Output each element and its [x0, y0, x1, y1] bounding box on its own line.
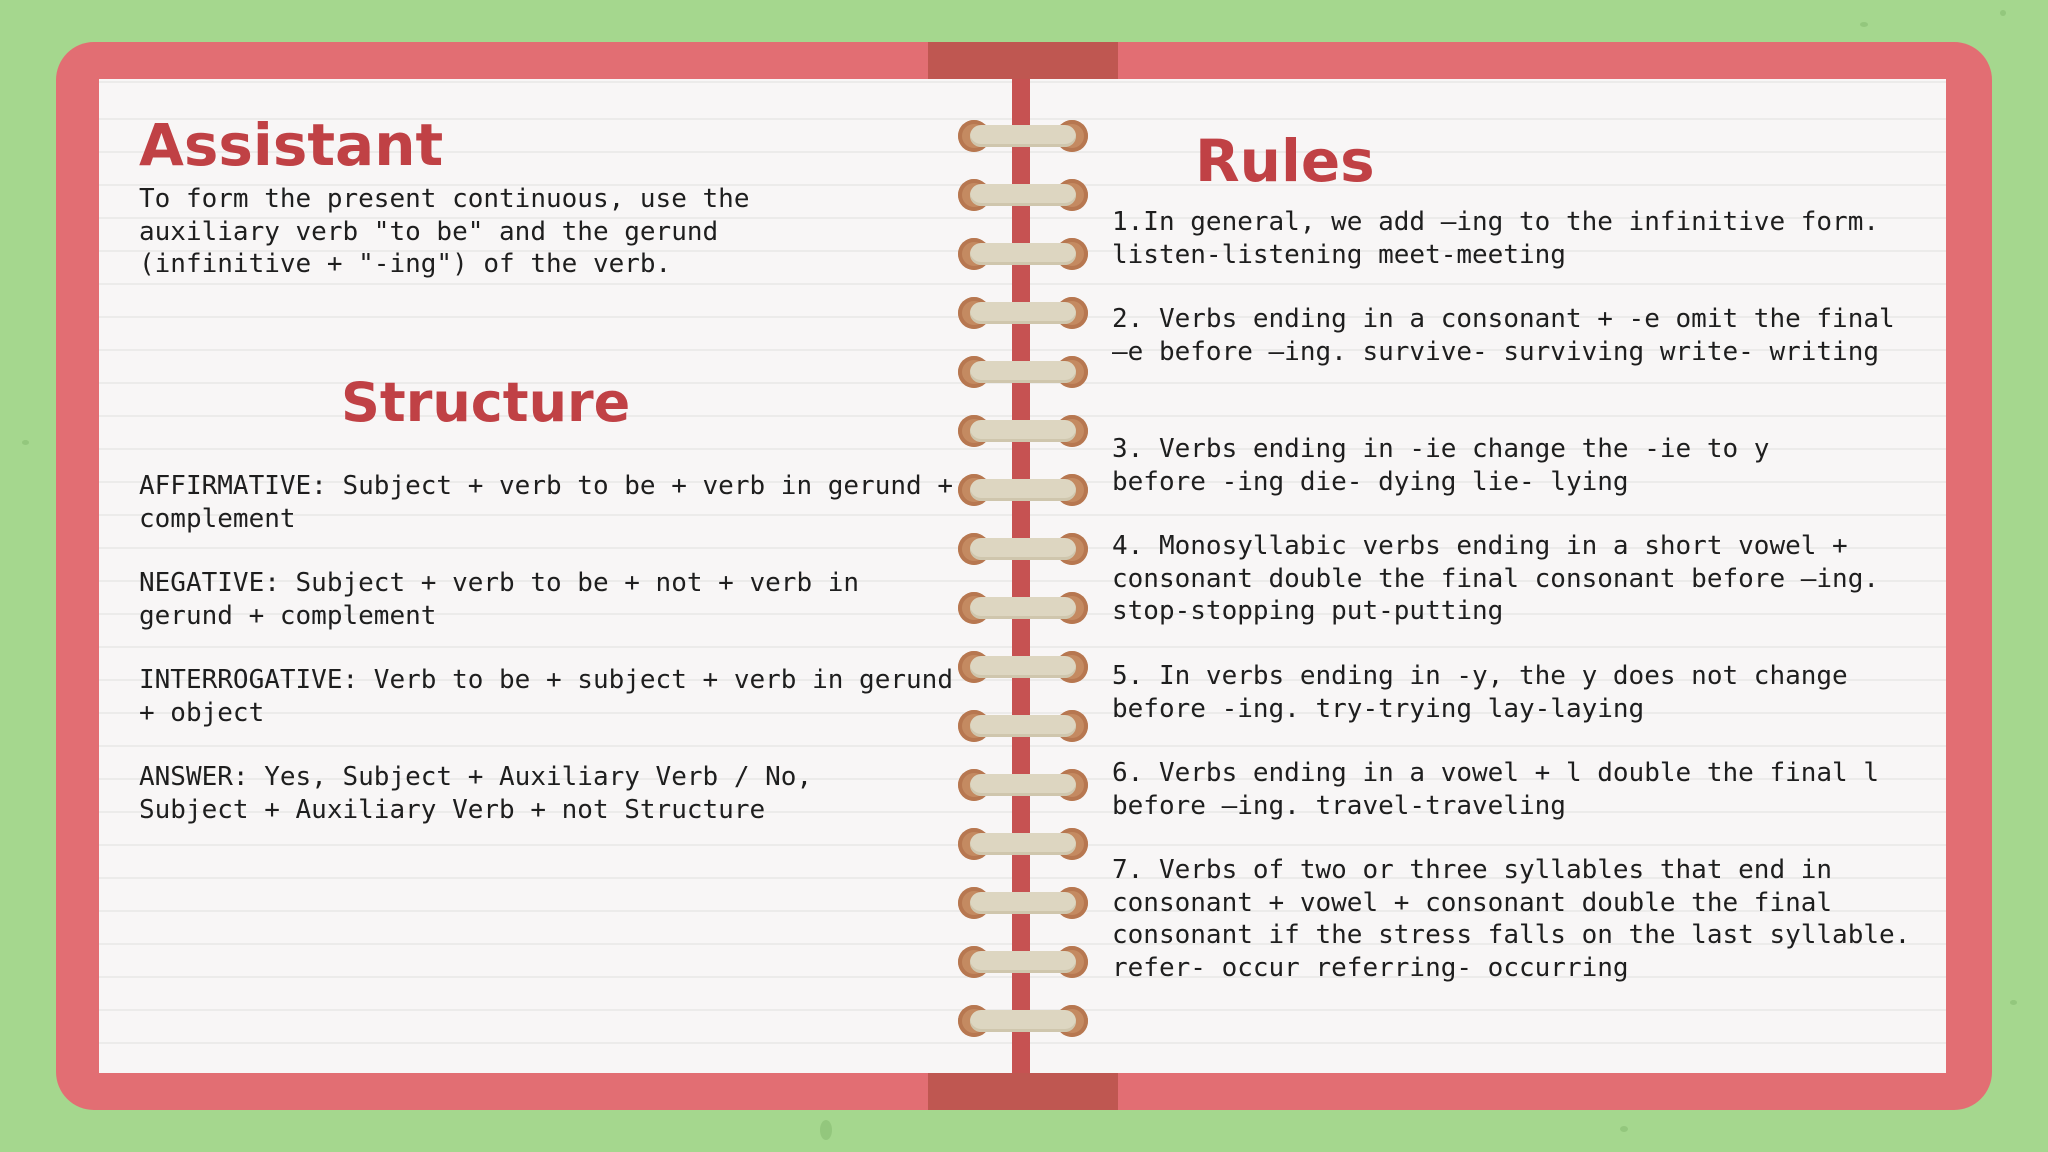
spiral-ring: [958, 177, 1088, 213]
spiral-ring: [958, 826, 1088, 862]
rule-5: 5. In verbs ending in -y, the y does not change before -ing. try-trying lay-laying: [1112, 661, 1848, 724]
background-speck: [22, 440, 29, 445]
spiral-binding: [958, 118, 1088, 1038]
spiral-ring: [958, 472, 1088, 508]
spiral-ring: [958, 649, 1088, 685]
background-speck: [2000, 10, 2006, 16]
structure-answer: ANSWER: Yes, Subject + Auxiliary Verb / No, Subject + Auxiliary Verb + not Structure: [139, 762, 813, 825]
structure-title: Structure: [341, 371, 631, 434]
structure-interrogative: INTERROGATIVE: Verb to be + subject + verb in gerund + object: [139, 665, 953, 728]
background-speck: [1860, 22, 1868, 27]
spiral-ring: [958, 944, 1088, 980]
spiral-ring: [958, 590, 1088, 626]
notebook-spine-bottom: [928, 1072, 1118, 1110]
rule-4: 4. Monosyllabic verbs ending in a short vowel + consonant double the final consonant before –ing. stop-stopping put-putting: [1112, 531, 1880, 626]
spiral-ring: [958, 413, 1088, 449]
rule-7: 7. Verbs of two or three syllables that end in consonant + vowel + consonant double the final consonant if the stress falls on the last syllable. refer- occur referring- occurring: [1112, 855, 1911, 983]
rule-2: 2. Verbs ending in a consonant + -e omit the final –e before –ing. survive- surviving write- writing: [1112, 304, 1895, 367]
spiral-ring: [958, 236, 1088, 272]
structure-negative: NEGATIVE: Subject + verb to be + not + verb in gerund + complement: [139, 568, 860, 631]
spiral-ring: [958, 1003, 1088, 1039]
background-speck: [2010, 1000, 2017, 1005]
structure-affirmative: AFFIRMATIVE: Subject + verb to be + verb in gerund + complement: [139, 471, 953, 534]
background-speck: [1620, 1126, 1628, 1132]
spiral-ring: [958, 118, 1088, 154]
assistant-title: Assistant: [139, 111, 444, 179]
spiral-ring: [958, 354, 1088, 390]
rules-title: Rules: [1195, 127, 1375, 195]
intro-paragraph: To form the present continuous, use the auxiliary verb "to be" and the gerund (infinitive + "-ing") of the verb.: [139, 184, 750, 279]
notebook-spine-top: [928, 42, 1118, 80]
right-page: [1030, 79, 1946, 1073]
spiral-ring: [958, 531, 1088, 567]
background-speck: [820, 1120, 832, 1140]
rule-6: 6. Verbs ending in a vowel + l double the final l before –ing. travel-traveling: [1112, 758, 1880, 821]
rule-3: 3. Verbs ending in -ie change the -ie to y before -ing die- dying lie- lying: [1112, 434, 1770, 497]
spiral-ring: [958, 767, 1088, 803]
spiral-ring: [958, 885, 1088, 921]
left-page: [99, 79, 1013, 1073]
spiral-ring: [958, 295, 1088, 331]
rule-1: 1.In general, we add –ing to the infinitive form. listen-listening meet-meeting: [1112, 207, 1880, 270]
spiral-ring: [958, 708, 1088, 744]
